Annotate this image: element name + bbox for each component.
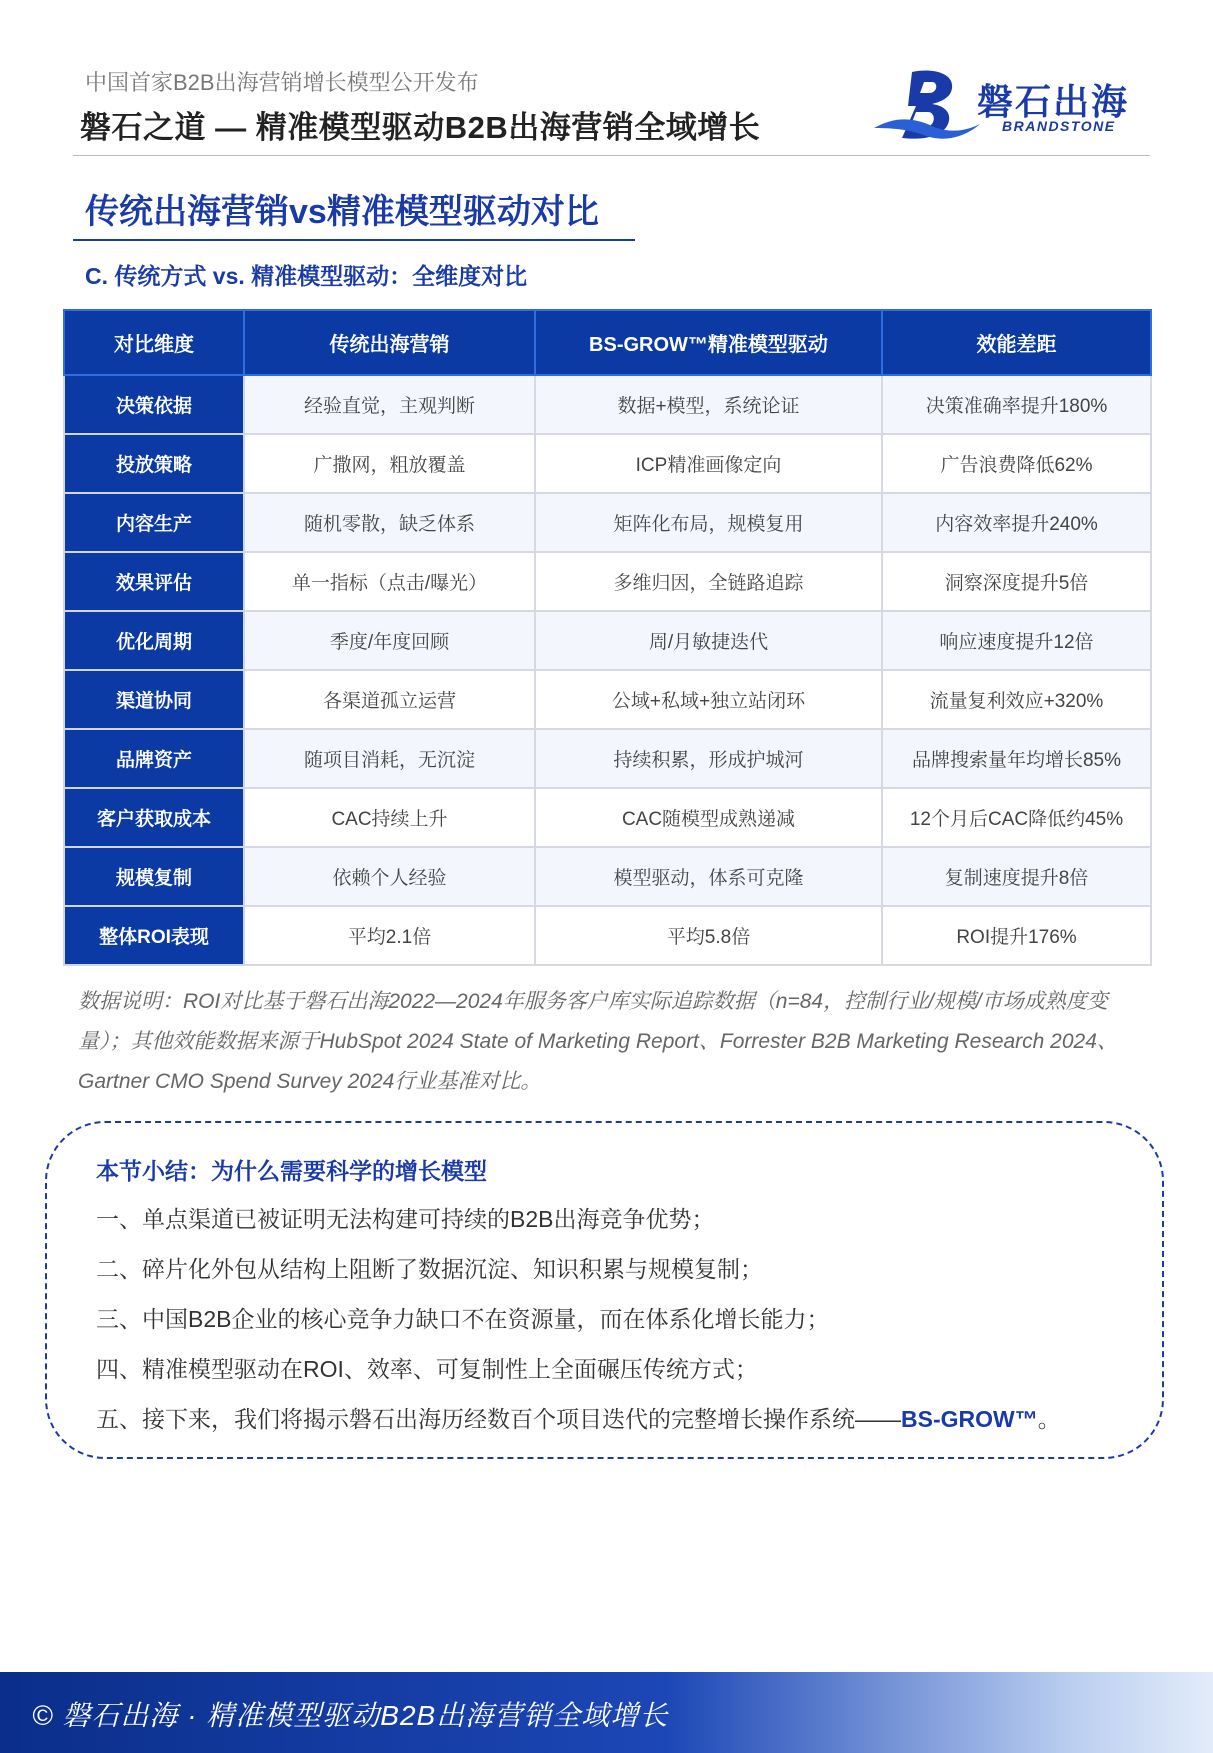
summary-item-last: [96, 1401, 1061, 1451]
summary-item-prefix: 五、接下来，我们将揭示磐石出海历经数百个项目迭代的完整增长操作系统——: [96, 1406, 901, 1432]
row-model-driven: ICP精准画像定向: [535, 434, 882, 493]
row-dimension: 客户获取成本: [64, 788, 244, 847]
row-gap: ROI提升176%: [882, 906, 1151, 965]
logo-subtext: BRANDSTONE: [1002, 118, 1116, 134]
summary-item: 三、中国B2B企业的核心竞争力缺口不在资源量，而在体系化增长能力；: [96, 1306, 830, 1332]
row-traditional: 各渠道孤立运营: [244, 670, 535, 729]
row-traditional: 广撒网，粗放覆盖: [244, 434, 535, 493]
summary-box: [45, 1121, 1164, 1459]
table-row: [64, 906, 1151, 965]
row-traditional: CAC持续上升: [244, 788, 535, 847]
row-model-driven: 公域+私域+独立站闭环: [535, 670, 882, 729]
row-model-driven: 平均5.8倍: [535, 906, 882, 965]
row-gap: 广告浪费降低62%: [882, 434, 1151, 493]
row-dimension: 规模复制: [64, 847, 244, 906]
summary-title: 本节小结：为什么需要科学的增长模型: [96, 1158, 487, 1184]
section-title: 传统出海营销vs精准模型驱动对比: [85, 193, 599, 231]
header-model-driven: BS-GROW™精准模型驱动: [535, 310, 882, 375]
table-row: [64, 847, 1151, 906]
row-traditional: 经验直觉，主观判断: [244, 375, 535, 434]
section-underline: [73, 239, 635, 241]
row-dimension: 品牌资产: [64, 729, 244, 788]
table-row: [64, 493, 1151, 552]
header-divider: [73, 155, 1150, 156]
table-row: [64, 552, 1151, 611]
row-traditional: 随机零散，缺乏体系: [244, 493, 535, 552]
header-dimension: 对比维度: [64, 310, 244, 375]
table-row: [64, 788, 1151, 847]
header-gap: 效能差距: [882, 310, 1151, 375]
row-dimension: 优化周期: [64, 611, 244, 670]
header-kicker: 中国首家B2B出海营销增长模型公开发布: [85, 70, 479, 95]
row-gap: 12个月后CAC降低约45%: [882, 788, 1151, 847]
table-row: [64, 729, 1151, 788]
page-title: 磐石之道 — 精准模型驱动B2B出海营销全域增长: [80, 110, 761, 145]
row-gap: 品牌搜索量年均增长85%: [882, 729, 1151, 788]
row-model-driven: 周/月敏捷迭代: [535, 611, 882, 670]
row-dimension: 内容生产: [64, 493, 244, 552]
row-model-driven: 多维归因，全链路追踪: [535, 552, 882, 611]
row-dimension: 投放策略: [64, 434, 244, 493]
data-note: 数据说明：ROI对比基于磐石出海2022—2024年服务客户库实际追踪数据（n=84，控制行业/规模/市场成熟度变量）；其他效能数据来源于HubSpot 2024 State of Marketing Report、Forrester B2B Marketing Research 2024、Gartner CMO Spend Survey 2024行业基准对比。: [78, 990, 1118, 1093]
row-model-driven: 数据+模型，系统论证: [535, 375, 882, 434]
header-traditional: 传统出海营销: [244, 310, 535, 375]
summary-item-suffix: 。: [1037, 1406, 1061, 1432]
row-dimension: 效果评估: [64, 552, 244, 611]
footer-text: © 磐石出海 · 精准模型驱动B2B出海营销全域增长: [32, 1700, 669, 1731]
row-traditional: 单一指标（点击/曝光）: [244, 552, 535, 611]
row-dimension: 渠道协同: [64, 670, 244, 729]
row-gap: 决策准确率提升180%: [882, 375, 1151, 434]
row-model-driven: 矩阵化布局，规模复用: [535, 493, 882, 552]
page-header: [0, 0, 1213, 160]
row-gap: 复制速度提升8倍: [882, 847, 1151, 906]
row-traditional: 平均2.1倍: [244, 906, 535, 965]
row-model-driven: 持续积累，形成护城河: [535, 729, 882, 788]
table-row: [64, 611, 1151, 670]
table-row: [64, 375, 1151, 434]
summary-item: 二、碎片化外包从结构上阻断了数据沉淀、知识积累与规模复制；: [96, 1256, 763, 1282]
page-footer: [0, 1672, 1213, 1753]
row-model-driven: CAC随模型成熟递减: [535, 788, 882, 847]
table-row: [64, 434, 1151, 493]
table-header-row: [64, 310, 1151, 375]
row-traditional: 季度/年度回顾: [244, 611, 535, 670]
logo-text: 磐石出海: [977, 81, 1130, 122]
row-gap: 流量复利效应+320%: [882, 670, 1151, 729]
summary-list: [96, 1201, 1061, 1451]
bs-grow-highlight: BS-GROW™: [901, 1406, 1038, 1432]
subsection-title: C. 传统方式 vs. 精准模型驱动：全维度对比: [85, 263, 528, 289]
summary-item: 四、精准模型驱动在ROI、效率、可复制性上全面碾压传统方式；: [96, 1356, 758, 1382]
row-traditional: 依赖个人经验: [244, 847, 535, 906]
summary-item: 一、单点渠道已被证明无法构建可持续的B2B出海竞争优势；: [96, 1206, 715, 1232]
row-gap: 内容效率提升240%: [882, 493, 1151, 552]
table-row: [64, 670, 1151, 729]
row-dimension: 整体ROI表现: [64, 906, 244, 965]
row-gap: 响应速度提升12倍: [882, 611, 1151, 670]
brandstone-logo-icon: [872, 66, 982, 146]
row-traditional: 随项目消耗，无沉淀: [244, 729, 535, 788]
row-gap: 洞察深度提升5倍: [882, 552, 1151, 611]
row-model-driven: 模型驱动，体系可克隆: [535, 847, 882, 906]
comparison-table: [63, 309, 1152, 966]
brand-logo: [872, 66, 1152, 146]
row-dimension: 决策依据: [64, 375, 244, 434]
